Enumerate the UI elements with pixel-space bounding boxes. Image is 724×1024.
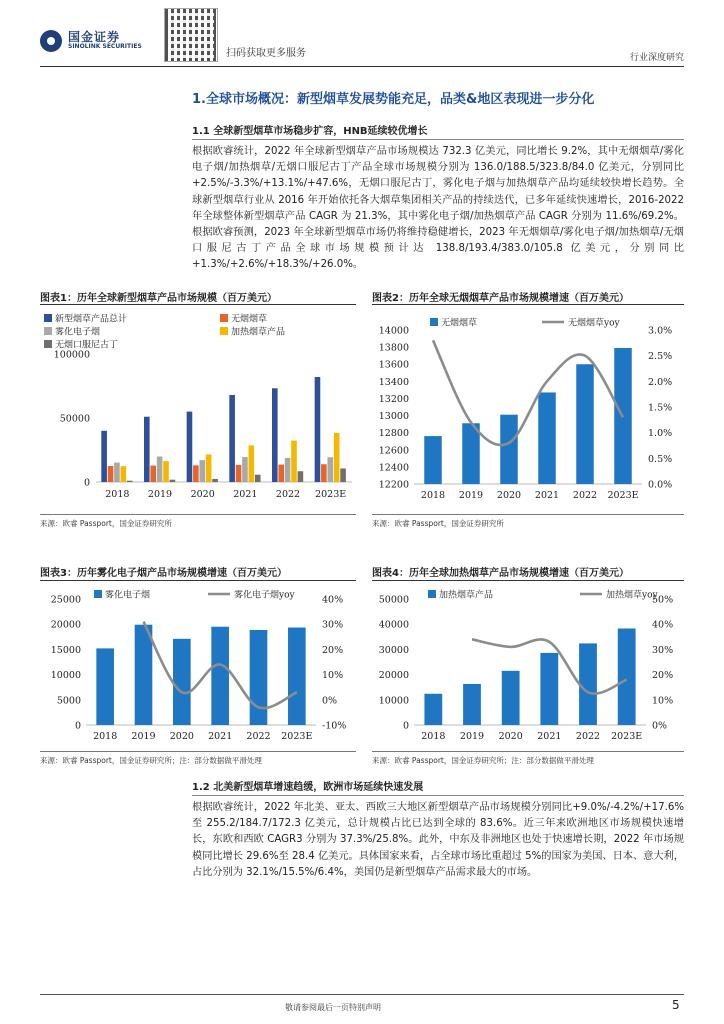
fig2-source-line	[372, 514, 684, 515]
fig1-xtick-1: 2019	[147, 489, 173, 500]
fig4-ytick-4: 40000	[378, 619, 409, 631]
fig2-xtick-3: 2021	[534, 490, 560, 501]
fig1-bar-2-3	[242, 457, 248, 482]
fig1-legend-0-label: 新型烟草产品总计	[55, 314, 128, 325]
fig4-y2tick-4: 40%	[652, 619, 674, 631]
fig3-y2tick-2: 10%	[322, 670, 344, 682]
fig1-legend-3-label: 加热烟草产品	[231, 327, 286, 338]
fig2-y2tick-6: 3.0%	[648, 325, 673, 337]
fig1-bar-4-4	[298, 471, 304, 482]
fig1-xtick-2: 2020	[190, 489, 215, 500]
fig1-source: 来源：欧睿 Passport，国金证券研究所	[40, 519, 172, 528]
fig1-ytick-0: 0	[83, 477, 90, 489]
fig4-bar-0	[424, 694, 442, 725]
fig2-legend-bar-swatch	[430, 318, 438, 326]
fig1-chart	[40, 306, 356, 510]
company-logo	[40, 28, 160, 54]
fig1-xtick-3: 2021	[233, 489, 258, 500]
fig4-y2tick-3: 30%	[652, 644, 674, 656]
fig3-bar-1	[135, 625, 153, 725]
fig2-yoy-line	[433, 340, 623, 445]
footer-disclaimer: 敬请参阅最后一页特别声明	[285, 1003, 381, 1012]
qr-code-icon[interactable]	[164, 8, 218, 62]
fig2-ytick-2: 12600	[378, 445, 409, 457]
fig2-ytick-6: 13400	[378, 376, 409, 388]
fig1-bar-1-2	[193, 465, 199, 482]
fig3-chart	[40, 582, 356, 748]
fig4-chart	[372, 582, 684, 748]
fig1-legend-4-label: 无烟口服尼古丁	[55, 340, 119, 351]
section-title: 1.全球市场概况：新型烟草发展势能充足，品类&地区表现进一步分化	[192, 92, 595, 107]
fig3-xtick-1: 2019	[131, 731, 156, 742]
fig2-bar-3	[538, 392, 555, 484]
fig3-ytick-5: 25000	[50, 594, 81, 606]
fig2-ytick-7: 13600	[378, 359, 409, 371]
fig2-y2tick-2: 1.0%	[648, 428, 673, 440]
fig2-y2tick-0: 0.0%	[648, 479, 673, 491]
fig1-bar-1-3	[236, 465, 242, 482]
fig4-ytick-5: 50000	[378, 594, 409, 606]
fig1-bar-4-0	[127, 481, 133, 482]
fig2-ytick-3: 12800	[378, 428, 409, 440]
fig2-ytick-0: 12200	[378, 479, 409, 491]
fig2-xtick-2: 2020	[496, 490, 522, 501]
fig3-y2tick-1: 0%	[322, 695, 338, 707]
fig4-ytick-2: 20000	[378, 670, 409, 682]
fig2-bar-1	[462, 423, 479, 484]
fig3-ytick-4: 20000	[50, 619, 81, 631]
fig1-legend-1-swatch	[220, 314, 228, 322]
fig3-xtick-0: 2018	[93, 731, 118, 742]
fig1-bar-2-0	[114, 463, 120, 482]
fig1-bar-3-2	[206, 454, 212, 482]
fig3-ytick-2: 10000	[50, 670, 81, 682]
fig2-xtick-0: 2018	[420, 490, 446, 501]
fig1-title-line	[40, 304, 356, 305]
fig4-xtick-0: 2018	[421, 731, 446, 742]
fig4-bar-4	[579, 643, 597, 725]
fig4-xtick-5: 2023E	[611, 731, 643, 742]
logo-cn-text: 国金证券	[68, 30, 121, 44]
fig1-bar-0-3	[229, 395, 235, 482]
fig3-y2tick-4: 30%	[322, 619, 344, 631]
fig1-ytick-1: 50000	[59, 413, 90, 425]
fig4-legend-bar-swatch	[428, 590, 436, 598]
fig1-bar-3-0	[121, 466, 127, 482]
fig1-bar-4-1	[170, 480, 176, 482]
fig1-xtick-5: 2023E	[315, 489, 347, 500]
fig3-y2tick-3: 20%	[322, 644, 344, 656]
fig1-bar-1-4	[278, 465, 284, 482]
fig1-bar-1-5	[321, 464, 327, 482]
fig4-y2tick-5: 50%	[652, 594, 674, 606]
fig1-legend-2-swatch	[44, 327, 52, 335]
fig2-ytick-1: 12400	[378, 462, 409, 474]
fig4-y2tick-0: 0%	[652, 720, 668, 732]
fig3-bar-0	[96, 648, 114, 725]
fig1-xtick-4: 2022	[275, 489, 301, 500]
fig2-ytick-8: 13800	[378, 342, 409, 354]
fig1-bar-4-2	[212, 479, 218, 482]
fig4-xtick-2: 2020	[498, 731, 523, 742]
fig1-bar-0-4	[272, 388, 278, 482]
fig3-source-line	[40, 751, 356, 752]
fig2-title: 图表2：历年全球无烟烟草产品市场规模增速（百万美元）	[372, 293, 629, 304]
fig4-legend-bar-label: 加热烟草产品	[439, 590, 494, 601]
fig4-source-line	[372, 751, 684, 752]
fig3-source: 来源：欧睿 Passport，国金证券研究所；注：部分数据做平滑处理	[40, 756, 262, 765]
logo-en-text: SINOLINK SECURITIES	[68, 43, 142, 50]
fig4-ytick-1: 10000	[378, 695, 409, 707]
fig3-title-line	[40, 580, 356, 581]
fig3-xtick-2: 2020	[169, 731, 194, 742]
fig1-legend-4-swatch	[44, 340, 52, 348]
fig3-xtick-4: 2022	[246, 731, 271, 742]
fig2-y2tick-3: 1.5%	[648, 402, 673, 414]
fig1-title: 图表1：历年全球新型烟草产品市场规模（百万美元）	[40, 293, 277, 304]
fig2-ytick-4: 13000	[378, 411, 409, 423]
fig3-xtick-3: 2021	[208, 731, 233, 742]
fig4-bar-5	[618, 628, 636, 725]
footer-divider	[40, 994, 684, 995]
fig2-y2tick-1: 0.5%	[648, 453, 673, 465]
fig4-bar-1	[463, 684, 481, 725]
fig1-bar-4-5	[340, 468, 346, 482]
fig4-ytick-0: 0	[402, 720, 409, 732]
fig1-legend-1-label: 无烟烟草	[231, 314, 268, 325]
fig3-title: 图表3：历年雾化电子烟产品市场规模增速（百万美元）	[40, 568, 287, 579]
fig2-xtick-5: 2023E	[607, 490, 639, 501]
logo-icon	[40, 30, 62, 52]
fig3-ytick-0: 0	[74, 720, 81, 732]
paragraph-2: 根据欧睿统计，2022 年北美、亚太、西欧三大地区新型烟草产品市场规模分别同比+9.0%/-4.2%/+17.6%至 255.2/184.7/172.3 亿美元，总计规模占比已达到全球的 83.6%。近三年来欧洲地区市场规模快速增长，东欧和西欧 CAGR3 分别为 37.3%/25.8%。此外，中东及非洲地区也处于快速增长期，2022 年市场规模同比增长 29.6%至 28.4 亿美元。具体国家来看，占全球市场比重超过 5%的国家为美国、日本、意大利，占比分别为 32.1%/15.5%/6.4%，美国仍是新型烟草产品需求最大的市场。	[192, 802, 684, 878]
fig3-bar-5	[288, 628, 306, 725]
fig4-title: 图表4：历年全球加热烟草产品市场规模增速（百万美元）	[372, 568, 629, 579]
fig2-xtick-1: 2019	[458, 490, 484, 501]
fig4-ytick-3: 30000	[378, 644, 409, 656]
fig3-bar-4	[250, 630, 268, 725]
fig2-source: 来源：欧睿 Passport，国金证券研究所	[372, 519, 504, 528]
fig1-bar-1-1	[150, 466, 156, 482]
fig2-chart	[372, 306, 684, 510]
fig1-bar-0-1	[144, 417, 150, 482]
fig1-bar-2-1	[157, 457, 163, 482]
fig1-legend-2-label: 雾化电子烟	[55, 327, 101, 338]
fig3-ytick-3: 15000	[50, 644, 81, 656]
subsection-divider-1	[192, 139, 684, 140]
fig1-source-line	[40, 514, 356, 515]
fig3-legend-bar-label: 雾化电子烟	[105, 590, 151, 601]
fig4-y2tick-1: 10%	[652, 695, 674, 707]
fig1-bar-3-1	[163, 461, 169, 482]
subsection-title-1: 1.1 全球新型烟草市场稳步扩容，HNB延续较优增长	[192, 126, 428, 137]
fig1-bar-4-3	[255, 475, 261, 482]
fig2-ytick-5: 13200	[378, 393, 409, 405]
fig1-bar-1-0	[108, 466, 114, 482]
fig4-legend-line-label: 加热烟草yoy	[606, 590, 658, 601]
fig1-bar-3-3	[249, 445, 255, 482]
fig1-ytick-2: 100000	[53, 349, 90, 361]
fig4-xtick-3: 2021	[537, 731, 562, 742]
fig3-ytick-1: 5000	[56, 695, 81, 707]
fig1-bar-2-5	[327, 457, 333, 482]
fig2-legend-bar-label: 无烟烟草	[441, 318, 478, 329]
fig1-bar-3-4	[291, 441, 297, 482]
fig1-bar-0-2	[187, 412, 193, 482]
subsection-title-2: 1.2 北美新型烟草增速趋缓，欧洲市场延续快速发展	[192, 782, 424, 793]
qr-caption: 扫码获取更多服务	[226, 48, 306, 59]
fig4-xtick-1: 2019	[459, 731, 485, 742]
fig3-xtick-5: 2023E	[281, 731, 313, 742]
fig2-xtick-4: 2022	[572, 490, 598, 501]
fig3-bar-3	[211, 627, 229, 725]
fig3-y2tick-5: 40%	[322, 594, 344, 606]
page-number: 5	[672, 998, 680, 1012]
fig1-bar-3-5	[334, 433, 340, 482]
fig4-title-line	[372, 580, 684, 581]
fig1-bar-2-2	[199, 460, 205, 482]
fig1-legend-0-swatch	[44, 314, 52, 322]
paragraph-1: 根据欧睿统计，2022 年全球新型烟草产品市场规模达 732.3 亿美元，同比增长 9.2%，其中无烟烟草/雾化电子烟/加热烟草/无烟口服尼古丁产品全球市场规模分别为 136.0/188.5/323.8/84.0 亿美元，分别同比+2.5%/-3.3%/+13.1%/+47.6%，无烟口服尼古丁，雾化电子烟与加热烟草产品均延续较快增长趋势。全球新型烟草行业从 2016 年开始依托各大烟草集团相关产品的持续迭代，已多年延续快速增长，2016-2022 年全球整体新型烟草产品 CAGR 为 21.3%，其中雾化电子烟/加热烟草产品 CAGR 分别为 11.6%/69.2%。根据欧睿预测，2023 年全球新型烟草市场仍将维持稳健增长，2023 年无烟烟草/雾化电子烟/加热烟草/无烟口服尼古丁产品全球市场规模预计达 138.8/193.4/383.0/105.8 亿美元，分别同比+1.3%/+2.6%/+18.3%/+26.0%。	[192, 146, 684, 271]
fig2-title-line	[372, 304, 684, 305]
header-divider	[40, 66, 684, 67]
fig2-ytick-9: 14000	[378, 325, 409, 337]
fig1-legend-3-swatch	[220, 327, 228, 335]
fig4-bar-2	[502, 671, 520, 725]
fig1-bar-0-5	[315, 377, 321, 482]
report-type: 行业深度研究	[629, 53, 684, 63]
fig2-y2tick-4: 2.0%	[648, 376, 673, 388]
fig4-bar-3	[540, 653, 558, 725]
fig4-xtick-4: 2022	[575, 731, 601, 742]
fig2-legend-line-label: 无烟烟草yoy	[568, 318, 620, 329]
fig3-legend-bar-swatch	[94, 590, 102, 598]
fig3-legend-line-label: 雾化电子烟yoy	[234, 590, 295, 601]
fig2-bar-2	[500, 415, 517, 484]
fig2-bar-4	[576, 364, 593, 484]
fig1-bar-0-0	[101, 431, 107, 482]
fig1-xtick-0: 2018	[105, 489, 130, 500]
fig2-bar-0	[424, 436, 441, 484]
fig3-y2tick-0: -10%	[322, 720, 347, 732]
fig1-bar-2-4	[285, 458, 291, 482]
fig3-bar-2	[173, 639, 191, 725]
fig2-y2tick-5: 2.5%	[648, 351, 673, 363]
subsection-divider-2	[192, 795, 684, 796]
fig4-y2tick-2: 20%	[652, 670, 674, 682]
fig4-source: 来源：欧睿 Passport，国金证券研究所；注：部分数据做平滑处理	[372, 756, 594, 765]
